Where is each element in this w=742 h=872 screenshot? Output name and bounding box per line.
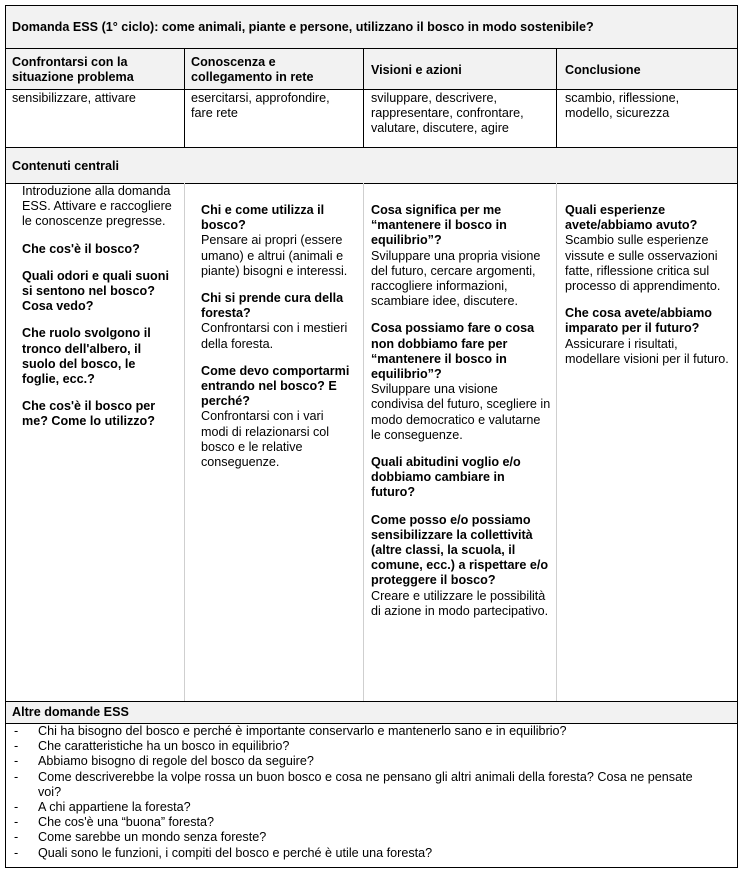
col3-text: Sviluppare una propria visione del futuro, cercare argomenti, raccogliere informazioni, scambiare idee, discutere. [371, 248, 541, 309]
column-header-2: Conoscenza e collegamento in rete [191, 55, 314, 85]
list-item: - Quali sono le funzioni, i compiti del bosco e perché è utile una foresta? [10, 846, 710, 861]
column-sub-4: scambio, riflessione, modello, sicurezza [565, 91, 680, 121]
col3-text: Creare e utilizzare le possibilità di azione in modo partecipativo. [371, 588, 549, 618]
col3-text: Sviluppare una visione condivisa del futuro, scegliere in modo democratico e valutarne le conseguenze. [371, 382, 551, 442]
col1-question: Che ruolo svolgono il tronco dell'albero, il suolo del bosco, le foglie, ecc.? [22, 326, 151, 387]
page-title: Domanda ESS (1° ciclo): come animali, piante e persone, utilizzano il bosco in modo sostenibile? [12, 20, 594, 34]
column-header-4: Conclusione [565, 63, 641, 77]
list-item: - Che cos'è una “buona” foresta? [10, 815, 710, 830]
col3-question: Come posso e/o possiamo sensibilizzare la collettività (altre classi, la scuola, il comune, ecc.) a rispettare e/o proteggere il bosco? [371, 512, 549, 588]
col3-question: Quali abitudini voglio e/o dobbiamo cambiare in futuro? [371, 455, 521, 500]
col2-question: Chi e come utilizza il bosco? [201, 203, 325, 233]
col2-text: Confrontarsi con i vari modi di relazionarsi col bosco e le relative conseguenze. [201, 409, 330, 470]
col2-question: Chi si prende cura della foresta? [201, 291, 344, 321]
col2-text: Pensare ai propri (essere umano) e altrui (animali e piante) bisogni e interessi. [201, 233, 348, 278]
col3-question: Cosa significa per me “mantenere il bosco in equilibrio”? [371, 203, 507, 248]
list-item: - Chi ha bisogno del bosco e perché è importante conservarlo e mantenerlo sano e in equilibrio? [10, 724, 710, 739]
list-item: - Che caratteristiche ha un bosco in equilibrio? [10, 739, 710, 754]
col1-content [22, 184, 172, 430]
col2-content [201, 203, 354, 470]
column-sub-2: esercitarsi, approfondire, fare rete [191, 91, 330, 121]
col3-content [371, 203, 551, 619]
col4-question: Quali esperienze avete/abbiamo avuto? [565, 203, 698, 233]
column-sub-1: sensibilizzare, attivare [12, 91, 136, 105]
col2-text: Confrontarsi con i mestieri della foresta. [201, 321, 348, 351]
col1-question: Che cos'è il bosco per me? Come lo utilizzo? [22, 399, 156, 429]
col4-text: Scambio sulle esperienze vissute e sulle osservazioni fatte, riflessione critica sul processo di apprendimento. [565, 233, 721, 294]
col2-question: Come devo comportarmi entrando nel bosco? E perché? [201, 363, 350, 409]
list-item: - Come sarebbe un mondo senza foreste? [10, 830, 710, 845]
list-item: - Abbiamo bisogno di regole del bosco da seguire? [10, 754, 710, 769]
col4-question: Che cosa avete/abbiamo imparato per il futuro? [565, 306, 712, 336]
col1-intro: Introduzione alla domanda ESS. Attivare e raccogliere le conoscenze pregresse. [22, 184, 172, 229]
col3-question: Cosa possiamo fare o cosa non dobbiamo fare per “mantenere il bosco in equilibrio”? [371, 321, 535, 382]
column-sub-3: sviluppare, descrivere, rappresentare, confrontare, valutare, discutere, agire [371, 91, 524, 136]
list-item: - A chi appartiene la foresta? [10, 800, 710, 815]
altre-title: Altre domande ESS [12, 705, 129, 719]
column-header-3: Visioni e azioni [371, 63, 462, 77]
altre-list [10, 724, 710, 861]
col1-question: Che cos'è il bosco? [22, 241, 140, 256]
col4-text: Assicurare i risultati, modellare visioni per il futuro. [565, 336, 729, 366]
col1-question: Quali odori e quali suoni si sentono nel bosco? Cosa vedo? [22, 268, 169, 314]
col4-content [565, 203, 730, 367]
list-item: - Come descriverebbe la volpe rossa un buon bosco e cosa ne pensano gli altri animali della foresta? Cosa ne pensate voi? [10, 770, 710, 800]
column-header-1: Confrontarsi con la situazione problema [12, 55, 134, 85]
contenuti-title: Contenuti centrali [12, 159, 120, 173]
